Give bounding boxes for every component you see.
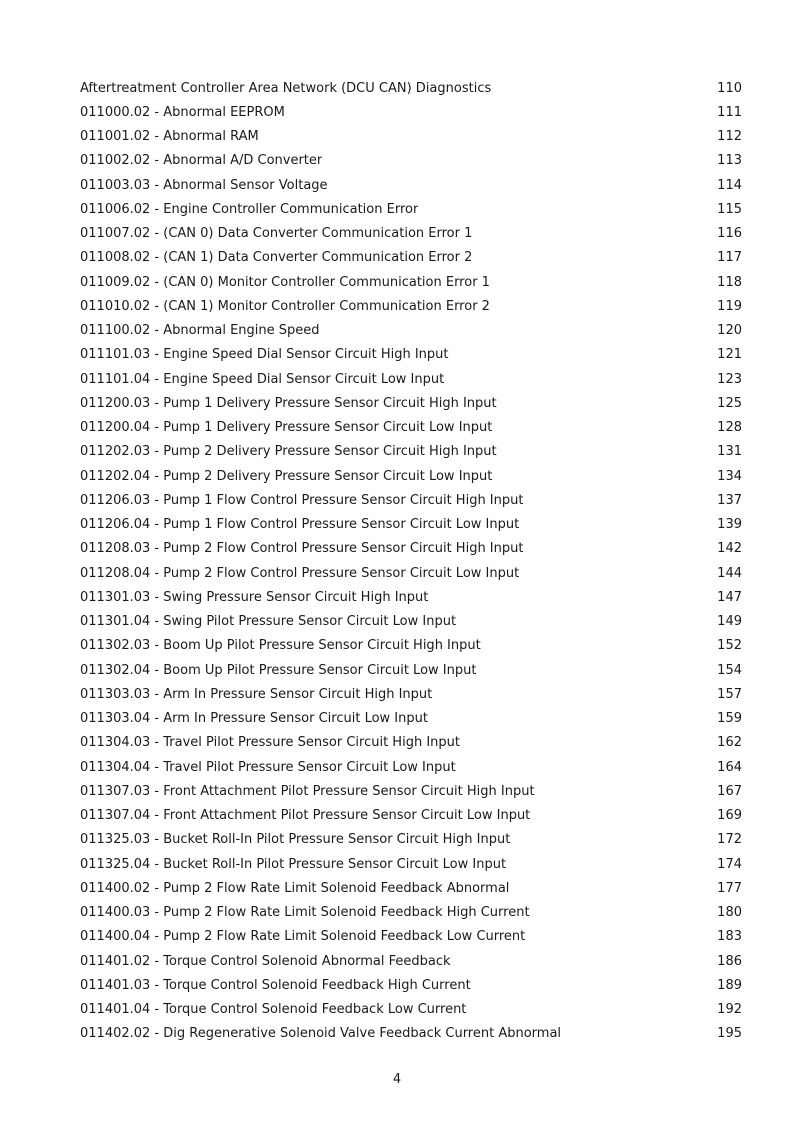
toc-entry[interactable] (80, 804, 742, 828)
toc-entry-page: 154 (717, 662, 742, 678)
toc-entry-title: Aftertreatment Controller Area Network (DCU CAN) Diagnostics (80, 80, 492, 96)
toc-entry[interactable] (80, 464, 742, 488)
toc-entry-title: 011302.03 - Boom Up Pilot Pressure Sensor Circuit High Input (80, 638, 481, 654)
toc-entry-title: 011200.04 - Pump 1 Delivery Pressure Sensor Circuit Low Input (80, 420, 493, 436)
toc-entry-page: 117 (717, 250, 742, 266)
toc-entry-page: 131 (717, 444, 742, 460)
toc-entry[interactable] (80, 513, 742, 537)
toc-entry-page: 119 (717, 298, 742, 314)
toc-entry[interactable] (80, 294, 742, 318)
toc-entry-page: 192 (717, 1002, 742, 1018)
toc-entry-page: 147 (717, 589, 742, 605)
toc-entry-page: 172 (717, 832, 742, 848)
toc-entry[interactable] (80, 440, 742, 464)
toc-entry-title: 011200.03 - Pump 1 Delivery Pressure Sensor Circuit High Input (80, 395, 497, 411)
toc-entry-title: 011101.04 - Engine Speed Dial Sensor Circuit Low Input (80, 371, 445, 387)
toc-entry[interactable] (80, 925, 742, 949)
toc-entry[interactable] (80, 149, 742, 173)
toc-entry-title: 011202.03 - Pump 2 Delivery Pressure Sensor Circuit High Input (80, 444, 497, 460)
toc-entry-title: 011303.03 - Arm In Pressure Sensor Circuit High Input (80, 686, 433, 702)
toc-entry[interactable] (80, 416, 742, 440)
toc-entry-page: 149 (717, 614, 742, 630)
toc-entry[interactable] (80, 731, 742, 755)
toc-entry-title: 011301.04 - Swing Pilot Pressure Sensor Circuit Low Input (80, 614, 457, 630)
toc-entry-title: 011003.03 - Abnormal Sensor Voltage (80, 177, 328, 193)
toc-entry-title: 011401.02 - Torque Control Solenoid Abnormal Feedback (80, 953, 451, 969)
toc-entry-title: 011206.03 - Pump 1 Flow Control Pressure Sensor Circuit High Input (80, 492, 524, 508)
toc-entry[interactable] (80, 755, 742, 779)
toc-entry-title: 011325.03 - Bucket Roll-In Pilot Pressure Sensor Circuit High Input (80, 832, 511, 848)
toc-entry[interactable] (80, 319, 742, 343)
toc-entry-page: 121 (717, 347, 742, 363)
toc-entry[interactable] (80, 973, 742, 997)
toc-entry-title: 011304.04 - Travel Pilot Pressure Sensor Circuit Low Input (80, 759, 456, 775)
toc-entry[interactable] (80, 222, 742, 246)
toc-entry-page: 186 (717, 953, 742, 969)
toc-entry[interactable] (80, 634, 742, 658)
toc-entry-page: 118 (717, 274, 742, 290)
toc-entry-page: 142 (717, 541, 742, 557)
toc-entry-title: 011008.02 - (CAN 1) Data Converter Communication Error 2 (80, 250, 473, 266)
toc-entry-title: 011010.02 - (CAN 1) Monitor Controller Communication Error 2 (80, 298, 490, 314)
toc-entry-title: 011325.04 - Bucket Roll-In Pilot Pressure Sensor Circuit Low Input (80, 856, 507, 872)
toc-entry-page: 159 (717, 711, 742, 727)
toc-entry-page: 113 (717, 153, 742, 169)
toc-entry[interactable] (80, 585, 742, 609)
toc-entry[interactable] (80, 270, 742, 294)
toc-entry-page: 116 (717, 226, 742, 242)
toc-entry-page: 157 (717, 686, 742, 702)
toc-entry[interactable] (80, 391, 742, 415)
toc-entry[interactable] (80, 197, 742, 221)
toc-entry-page: 164 (717, 759, 742, 775)
toc-entry-page: 139 (717, 517, 742, 533)
toc-entry-title: 011304.03 - Travel Pilot Pressure Sensor Circuit High Input (80, 735, 460, 751)
toc-entry[interactable] (80, 658, 742, 682)
toc-entry[interactable] (80, 246, 742, 270)
toc-entry-title: 011002.02 - Abnormal A/D Converter (80, 153, 323, 169)
toc-entry[interactable] (80, 173, 742, 197)
toc-entry-title: 011000.02 - Abnormal EEPROM (80, 104, 285, 120)
toc-entry-title: 011101.03 - Engine Speed Dial Sensor Circuit High Input (80, 347, 449, 363)
toc-entry-title: 011202.04 - Pump 2 Delivery Pressure Sensor Circuit Low Input (80, 468, 493, 484)
toc-entry[interactable] (80, 537, 742, 561)
toc-entry-page: 169 (717, 808, 742, 824)
toc-entry-title: 011302.04 - Boom Up Pilot Pressure Sensor Circuit Low Input (80, 662, 477, 678)
toc-entry-page: 134 (717, 468, 742, 484)
toc-entry[interactable] (80, 125, 742, 149)
toc-entry-page: 174 (717, 856, 742, 872)
toc-entry[interactable] (80, 901, 742, 925)
toc-entry[interactable] (80, 949, 742, 973)
toc-entry-title: 011401.03 - Torque Control Solenoid Feedback High Current (80, 977, 471, 993)
toc-entry-page: 189 (717, 977, 742, 993)
toc-entry[interactable] (80, 876, 742, 900)
toc-entry-title: 011400.04 - Pump 2 Flow Rate Limit Solenoid Feedback Low Current (80, 929, 526, 945)
toc-entry[interactable] (80, 100, 742, 124)
toc-entry[interactable] (80, 707, 742, 731)
toc-entry-title: 011301.03 - Swing Pressure Sensor Circuit High Input (80, 589, 429, 605)
toc-entry[interactable] (80, 852, 742, 876)
toc-entry-page: 177 (717, 880, 742, 896)
toc-entry-title: 011208.03 - Pump 2 Flow Control Pressure Sensor Circuit High Input (80, 541, 524, 557)
toc-entry-page: 183 (717, 929, 742, 945)
toc-entry-page: 180 (717, 905, 742, 921)
toc-entry-page: 195 (717, 1026, 742, 1042)
toc-entry-title: 011402.02 - Dig Regenerative Solenoid Valve Feedback Current Abnormal (80, 1026, 562, 1042)
toc-entry[interactable] (80, 367, 742, 391)
toc-entry-page: 162 (717, 735, 742, 751)
toc-entry-page: 111 (717, 104, 742, 120)
toc-entry-title: 011007.02 - (CAN 0) Data Converter Communication Error 1 (80, 226, 473, 242)
toc-entry-title: 011400.02 - Pump 2 Flow Rate Limit Solenoid Feedback Abnormal (80, 880, 510, 896)
page-number: 4 (392, 1072, 402, 1087)
toc-entry[interactable] (80, 998, 742, 1022)
toc-entry-title: 011006.02 - Engine Controller Communication Error (80, 201, 419, 217)
toc-entry-page: 112 (717, 129, 742, 145)
toc-entry-page: 152 (717, 638, 742, 654)
toc-entry-page: 115 (717, 201, 742, 217)
toc-entry-page: 128 (717, 420, 742, 436)
toc-entry-page: 123 (717, 371, 742, 387)
toc-entry[interactable] (80, 828, 742, 852)
toc-entry-title: 011208.04 - Pump 2 Flow Control Pressure Sensor Circuit Low Input (80, 565, 520, 581)
toc-entry[interactable] (80, 682, 742, 706)
toc-entry[interactable] (80, 76, 742, 100)
toc-entry-title: 011303.04 - Arm In Pressure Sensor Circuit Low Input (80, 711, 428, 727)
toc-entry-title: 011400.03 - Pump 2 Flow Rate Limit Solenoid Feedback High Current (80, 905, 530, 921)
toc-entry[interactable] (80, 610, 742, 634)
toc-entry[interactable] (80, 561, 742, 585)
toc-entry-page: 167 (717, 783, 742, 799)
toc-entry-page: 120 (717, 323, 742, 339)
toc-entry-title: 011206.04 - Pump 1 Flow Control Pressure Sensor Circuit Low Input (80, 517, 520, 533)
toc-entry-title: 011307.03 - Front Attachment Pilot Pressure Sensor Circuit High Input (80, 783, 535, 799)
toc-entry-title: 011001.02 - Abnormal RAM (80, 129, 259, 145)
toc-entry-title: 011307.04 - Front Attachment Pilot Pressure Sensor Circuit Low Input (80, 808, 531, 824)
toc-entry-title: 011401.04 - Torque Control Solenoid Feedback Low Current (80, 1002, 467, 1018)
toc-entry-page: 137 (717, 492, 742, 508)
toc-entry[interactable] (80, 779, 742, 803)
toc-entry-page: 114 (717, 177, 742, 193)
toc-entry-title: 011009.02 - (CAN 0) Monitor Controller Communication Error 1 (80, 274, 490, 290)
toc-entry[interactable] (80, 1022, 742, 1046)
toc-entry-title: 011100.02 - Abnormal Engine Speed (80, 323, 320, 339)
toc-entry-page: 110 (717, 80, 742, 96)
toc-entry[interactable] (80, 343, 742, 367)
table-of-contents (80, 76, 742, 1046)
toc-entry-page: 125 (717, 395, 742, 411)
toc-entry-page: 144 (717, 565, 742, 581)
toc-entry[interactable] (80, 488, 742, 512)
